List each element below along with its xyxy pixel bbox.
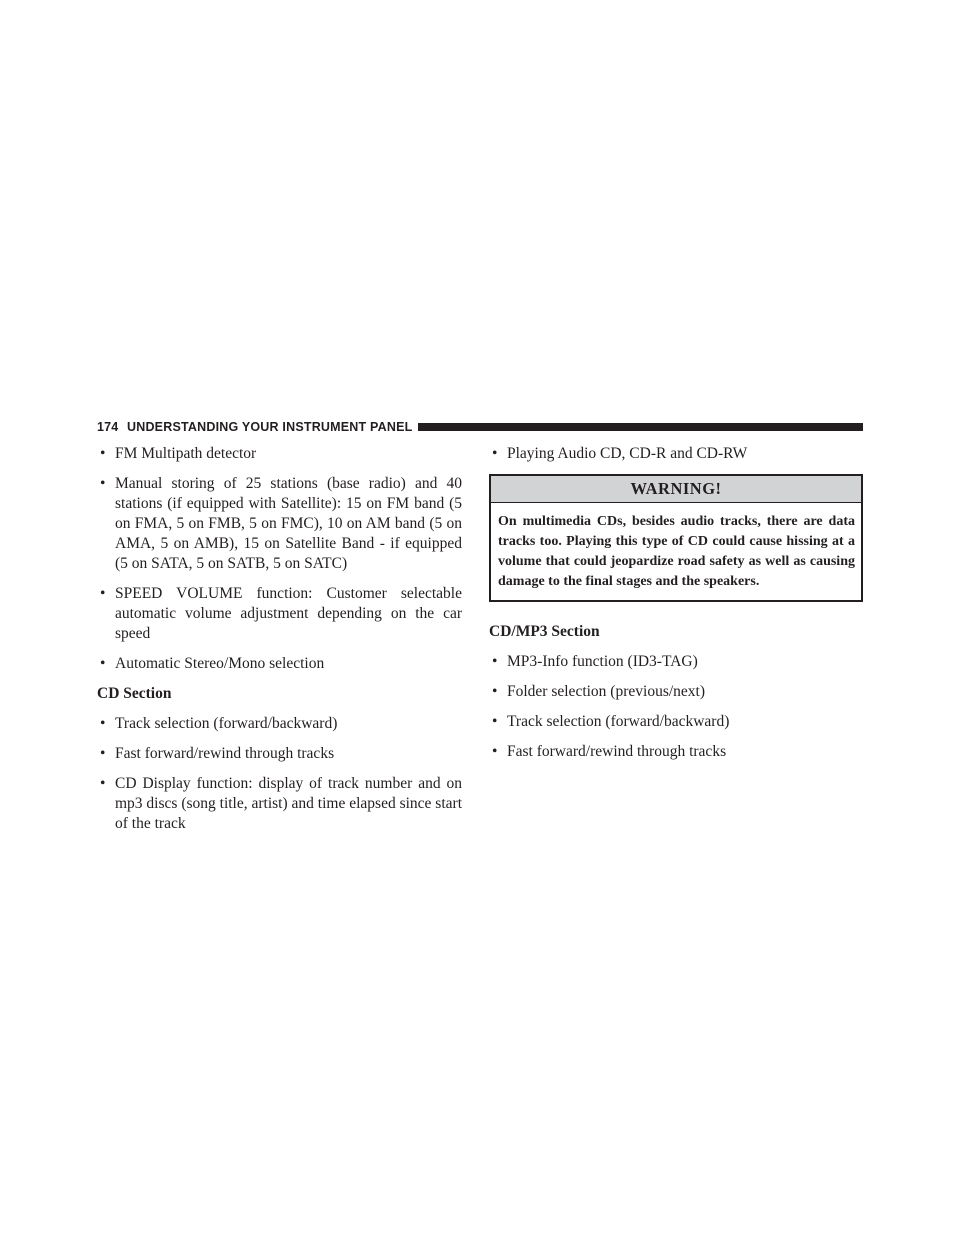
list-item: • Manual storing of 25 stations (base radio) and 40 stations (if equipped with Satellite): 15 on FM band (5 on FMA, 5 on FMB, 5 on FMC), 10 on AM band (5 on AMA, 5 on AMB), 15 on Satellite Band - if equipped (5 on SATA, 5 on SATB, 5 on SATC) <box>97 474 462 574</box>
list-item: • MP3-Info function (ID3-TAG) <box>489 652 863 672</box>
list-item: • Track selection (forward/backward) <box>97 714 462 734</box>
warning-title: WARNING! <box>491 476 861 503</box>
list-item: • Automatic Stereo/Mono selection <box>97 654 462 674</box>
cd-section-heading: CD Section <box>97 685 172 702</box>
page-number: 174 <box>97 420 119 434</box>
list-item: • Fast forward/rewind through tracks <box>489 742 863 762</box>
page-header <box>97 419 863 435</box>
warning-box <box>489 474 863 602</box>
list-item: • Playing Audio CD, CD-R and CD-RW <box>489 444 863 464</box>
list-item: • CD Display function: display of track number and on mp3 discs (song title, artist) and time elapsed since start of the track <box>97 774 462 834</box>
right-column-lower <box>489 622 863 772</box>
mp3-section-heading: CD/MP3 Section <box>489 623 600 640</box>
warning-body: On multimedia CDs, besides audio tracks, there are data tracks too. Playing this type of CD could cause hissing at a volume that could jeopardize road safety as well as causing damage to the final stages and the speakers. <box>498 514 855 589</box>
list-item: • FM Multipath detector <box>97 444 462 464</box>
right-column <box>489 444 863 612</box>
header-rule <box>418 423 863 431</box>
list-item: • SPEED VOLUME function: Customer selectable automatic volume adjustment depending on the car speed <box>97 584 462 644</box>
list-item: • Folder selection (previous/next) <box>489 682 863 702</box>
list-item: • Track selection (forward/backward) <box>489 712 863 732</box>
section-title: UNDERSTANDING YOUR INSTRUMENT PANEL <box>127 420 413 434</box>
left-column <box>97 444 462 844</box>
list-item: • Fast forward/rewind through tracks <box>97 744 462 764</box>
